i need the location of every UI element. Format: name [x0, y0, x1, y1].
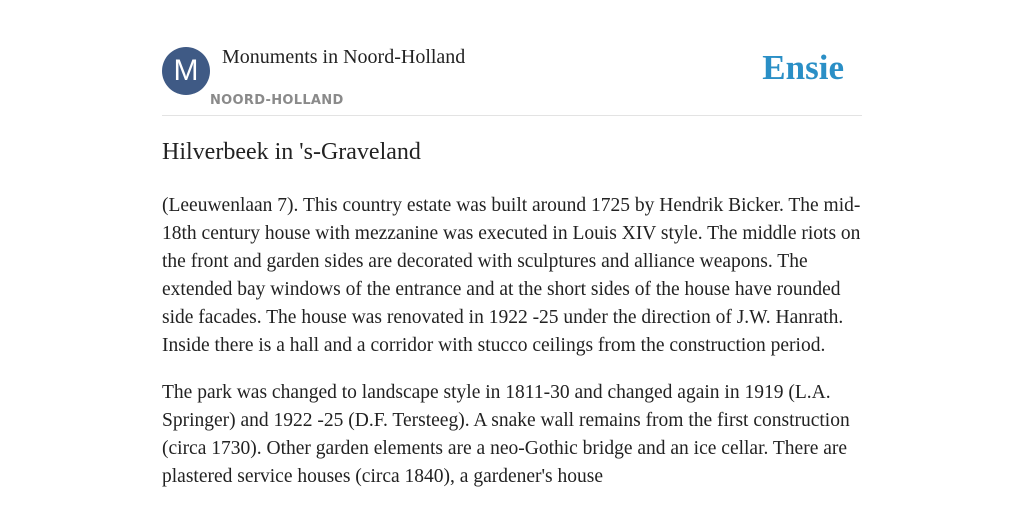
brand-logo[interactable]: Ensie [762, 48, 844, 87]
article-title: Hilverbeek in 's-Graveland [162, 139, 421, 165]
avatar[interactable]: M [162, 47, 210, 95]
blog-subtitle[interactable]: NOORD-HOLLAND [210, 93, 344, 108]
blog-title[interactable]: Monuments in Noord-Holland [222, 46, 466, 68]
header-divider [162, 115, 862, 116]
article-paragraph: (Leeuwenlaan 7). This country estate was built around 1725 by Hendrik Bicker. The mid-18th century house with mezzanine was executed in Louis XIV style. The middle riots on the front and garden sides are decorated with sculptures and alliance weapons. The extended bay windows of the entrance and at the short sides of the house have rounded side facades. The house was renovated in 1922 -25 under the direction of J.W. Hanrath. Inside there is a hall and a corridor with stucco ceilings from the construction period. [162, 195, 861, 356]
article-body [162, 192, 862, 510]
article-paragraph: The park was changed to landscape style in 1811-30 and changed again in 1919 (L.A. Springer) and 1922 -25 (D.F. Tersteeg). A snake wall remains from the first construction (circa 1730). Other garden elements are a neo-Gothic bridge and an ice cellar. There are plastered service houses (circa 1840), a gardener's house [162, 382, 850, 487]
header [162, 44, 862, 116]
